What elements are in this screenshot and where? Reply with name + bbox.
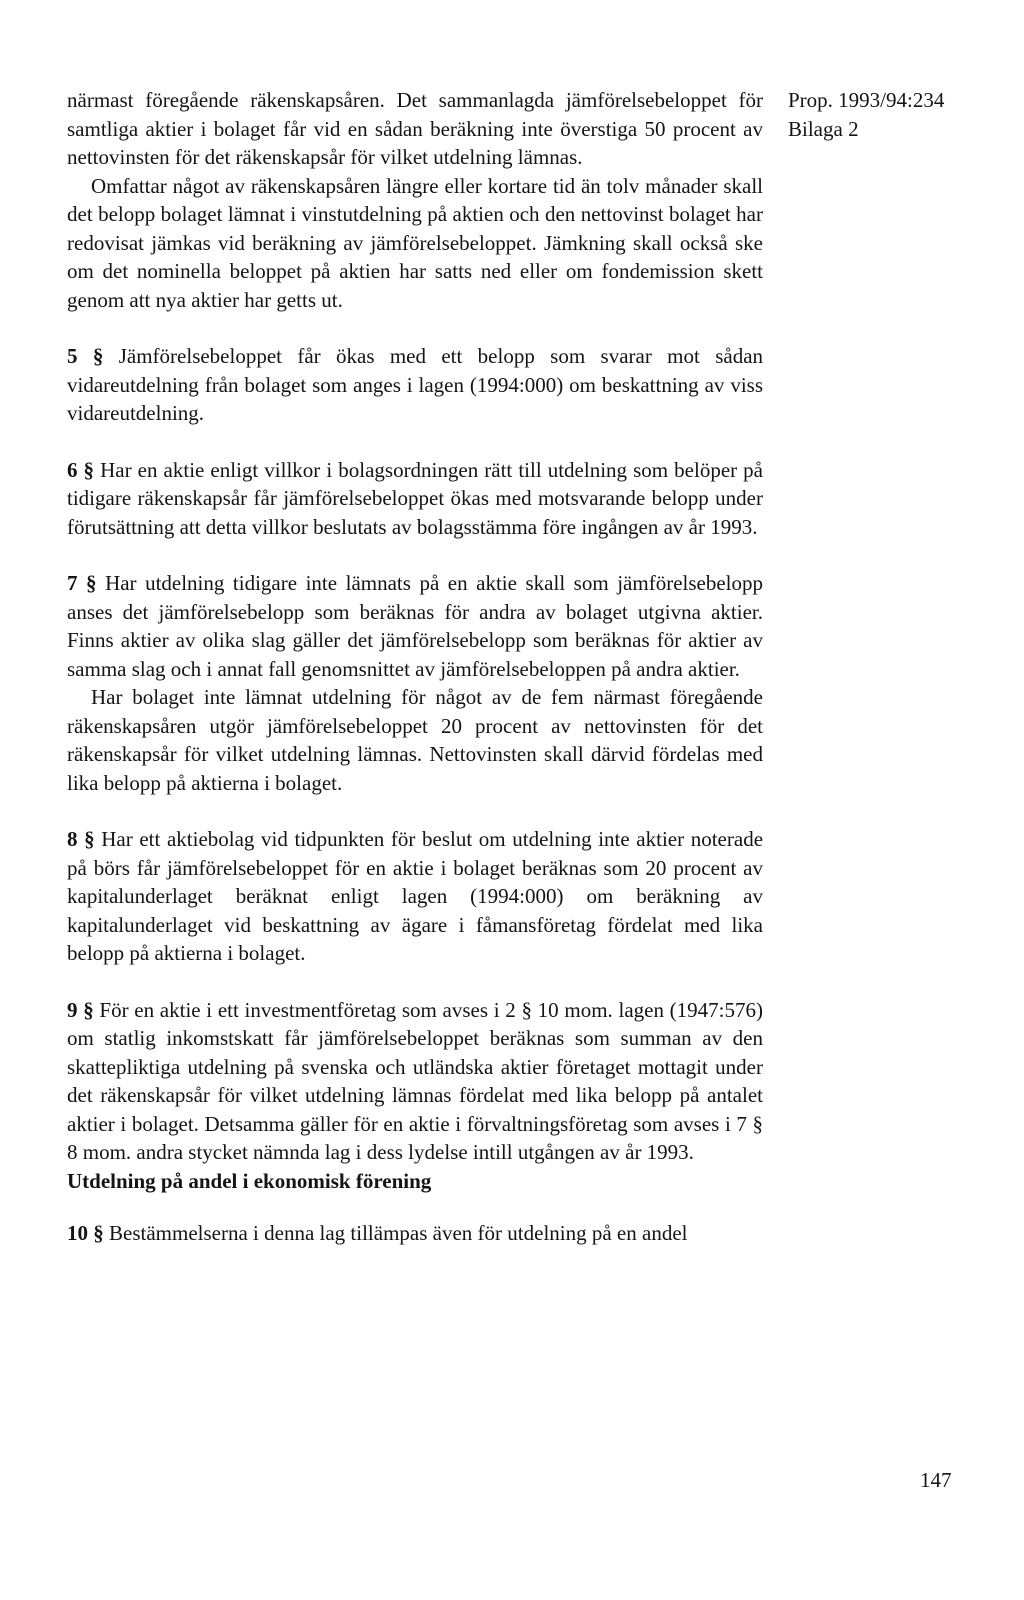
paragraph: Omfattar något av räkenskapsåren längre eller kortare tid än tolv månader skall det belopp bolaget lämnat i vinstutdelning på aktien och den nettovinst bolaget har redovisat jämkas vid beräkning av jämförelsebeloppet. Jämkning skall också ske om det nominella beloppet på aktien har satts ned eller om fondemission skett genom att nya aktier har getts ut. bbox=[67, 173, 763, 312]
section-text: Har utdelning tidigare inte lämnats på en aktie skall som jämförelsebelopp anses det jämförelsebelopp som beräknas för andra av bolaget utgivna aktier. Finns aktier av olika slag gäller det jämförelsebelopp som beräknas för aktier av samma slag och i annat fall genomsnittet av jämförelsebeloppen på andra aktier. bbox=[67, 571, 763, 681]
section-6 bbox=[67, 456, 763, 542]
margin-reference bbox=[788, 86, 1008, 143]
proposition-reference: Prop. 1993/94:234 bbox=[788, 88, 945, 112]
section-text: Jämförelsebeloppet får ökas med ett belopp som svarar mot sådan vidareutdelning från bolaget som anges i lagen (1994:000) om beskattning av viss vidareutdelning. bbox=[67, 344, 764, 425]
paragraph-continuation: närmast föregående räkenskapsåren. Det sammanlagda jämförelsebeloppet för samtliga aktier i bolaget får vid en sådan beräkning inte överstiga 50 procent av nettovinsten för det räkenskapsår för vilket utdelning lämnas. bbox=[67, 88, 763, 169]
section-text: Bestämmelserna i denna lag tillämpas även för utdelning på en andel bbox=[109, 1221, 688, 1245]
section-number: 9 § bbox=[67, 997, 94, 1022]
section-text: För en aktie i ett investmentföretag som avses i 2 § 10 mom. lagen (1947:576) om statlig inkomstskatt får jämförelsebeloppet beräknas som summan av den skattepliktiga utdelning på svenska och utländska aktier företaget mottagit under det räkenskapsår för vilket utdelning lämnas fördelat med lika belopp på antalet aktier i bolaget. Detsamma gäller för en aktie i förvaltningsföretag som avses i 7 § 8 mom. andra stycket nämnda lag i dess lydelse intill utgången av år 1993. bbox=[67, 997, 763, 1164]
appendix-label: Bilaga 2 bbox=[788, 116, 859, 141]
section-number: 6 § bbox=[67, 457, 95, 482]
section-number: 10 § bbox=[67, 1221, 104, 1245]
body-text bbox=[67, 86, 763, 1248]
page-number: 147 bbox=[920, 1468, 952, 1492]
section-number: 7 § bbox=[67, 571, 97, 595]
section-10 bbox=[67, 1219, 763, 1248]
section-text: Har ett aktiebolag vid tidpunkten för beslut om utdelning inte aktier noterade på börs får jämförelsebeloppet för en aktie i bolaget beräknas som 20 procent av kapitalunderlaget beräknat enligt lagen (1994:000) om beräkning av kapitalunderlaget vid beskattning av ägare i fåmansföretag fördelat med lika belopp på aktierna i bolaget. bbox=[67, 827, 764, 965]
paragraph: Har bolaget inte lämnat utdelning för något av de fem närmast föregående räkenskapsåren utgör jämförelsebeloppet 20 procent av nettovinsten för det räkenskapsår för vilket utdelning lämnas. Nettovinsten skall därvid fördelas med lika belopp på aktierna i bolaget. bbox=[67, 685, 763, 795]
section-number: 5 § bbox=[67, 344, 104, 368]
section-number: 8 § bbox=[67, 827, 95, 851]
section-heading: Utdelning på andel i ekonomisk förening bbox=[67, 1168, 432, 1193]
section-7 bbox=[67, 569, 763, 683]
section-9 bbox=[67, 996, 763, 1167]
section-8 bbox=[67, 825, 763, 968]
section-5 bbox=[67, 342, 763, 428]
section-text: Har en aktie enligt villkor i bolagsordningen rätt till utdelning som belöper på tidigare räkenskapsår får jämförelsebeloppet ökas med motsvarande belopp under förutsättning att detta villkor beslutats av bolagsstämma före ingången av år 1993. bbox=[67, 457, 764, 539]
